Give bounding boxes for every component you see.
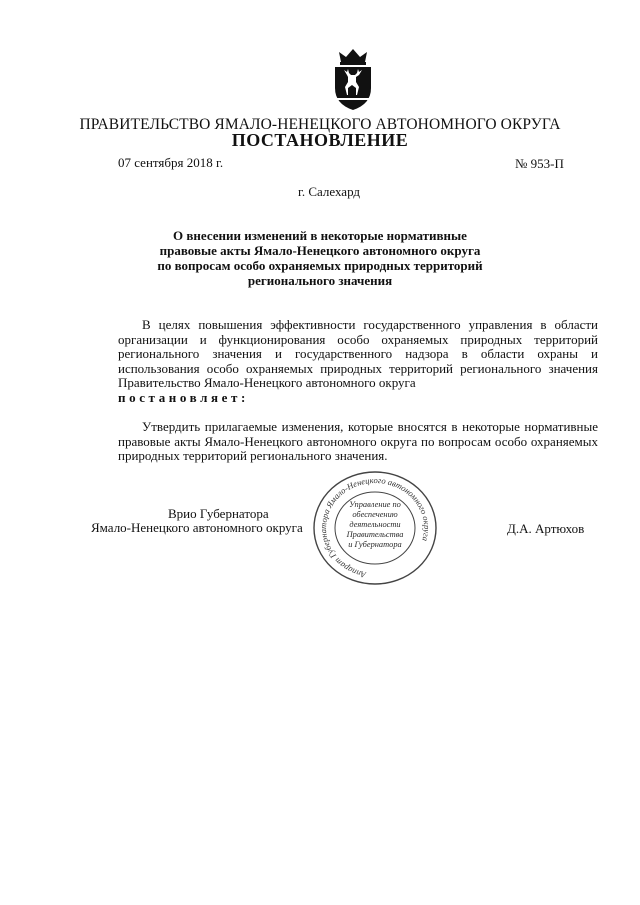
yamal-coat-of-arms-icon <box>331 48 375 112</box>
title-line: правовые акты Ямало-Ненецкого автономного округа <box>159 243 481 258</box>
body-paragraph-2 <box>118 420 598 464</box>
stamp-center-text: Управление по обеспечению деятельности Правительства и Губернатора <box>346 500 404 549</box>
body-paragraph-1 <box>118 318 598 391</box>
title-line: О внесении изменений в некоторые нормативные <box>173 228 467 243</box>
stamp-ring-text: Аппарат Губернатора Ямало-Ненецкого автономного округа <box>317 474 433 581</box>
resolution-word: постановляет: <box>118 390 249 405</box>
document-title <box>120 228 520 288</box>
organization-name: ПРАВИТЕЛЬСТВО ЯМАЛО-НЕНЕЦКОГО АВТОНОМНОГО ОКРУГА <box>79 116 561 133</box>
document-number: № 953-П <box>515 156 564 171</box>
body-paragraph-2-text: Утвердить прилагаемые изменения, которые вносятся в некоторые нормативные правовые акты Ямало-Ненецкого автономного округа по вопросам особо охраняемых природных территорий регионального значения. <box>118 419 598 464</box>
document-type: ПОСТАНОВЛЕНИЕ <box>231 130 409 150</box>
official-stamp <box>311 469 439 587</box>
body-paragraph-1-text: В целях повышения эффективности государственного управления в области организации и функционирования особо охраняемых природных территорий регионального значения и государственного надзора в области охраны и использования особо охраняемых природных территорий регионального значения Правительство Ямало-Ненецкого автономного округа <box>118 317 598 391</box>
title-line: по вопросам особо охраняемых природных территорий <box>157 258 483 273</box>
signatory-position-line-2: Ямало-Ненецкого автономного округа <box>91 520 303 535</box>
signatory-position-line-1: Врио Губернатора <box>168 506 269 521</box>
document-city: г. Салехард <box>297 184 361 199</box>
signatory-name: Д.А. Артюхов <box>507 521 585 536</box>
title-line: регионального значения <box>247 273 393 288</box>
document-date: 07 сентября 2018 г. <box>118 155 224 170</box>
